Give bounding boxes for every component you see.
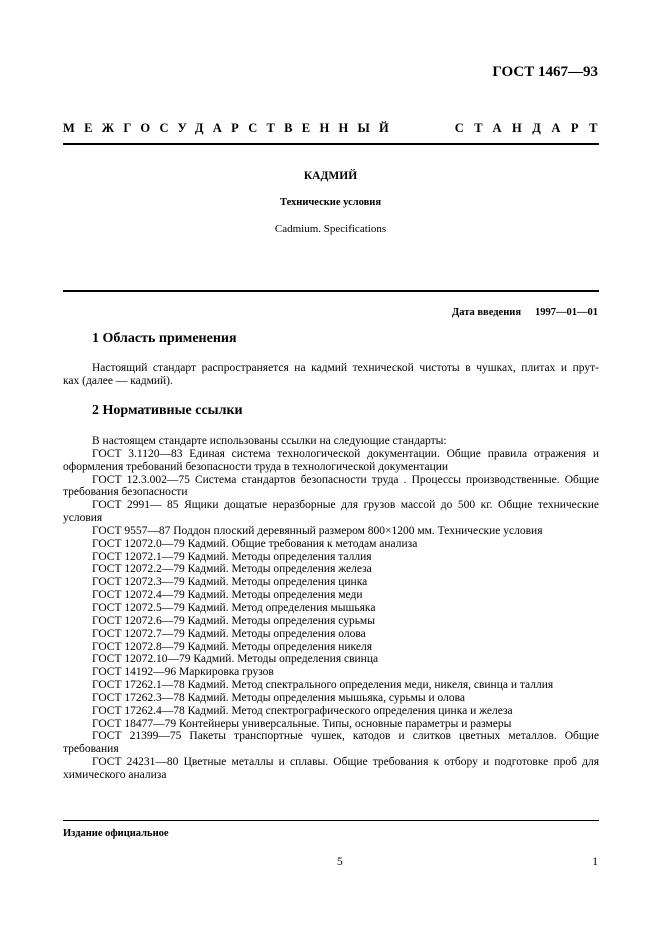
banner-word-interstate: МЕЖГОСУДАРСТВЕННЫЙ: [63, 121, 399, 135]
section-1-heading: 1 Область применения: [92, 331, 237, 346]
reference-item: ГОСТ 17262.1—78 Кадмий. Метод спектрального определения меди, никеля, свинца и таллия: [92, 679, 554, 692]
title-divider: [63, 290, 599, 292]
reference-item: ГОСТ 12072.8—79 Кадмий. Методы определения никеля: [92, 640, 372, 653]
footer-divider: [63, 820, 599, 821]
document-subtitle: Технические условия: [279, 197, 382, 208]
reference-item: ГОСТ 9557—87 Поддон плоский деревянный размером 800×1200 мм. Технические условия: [92, 524, 543, 537]
document-id: ГОСТ 1467—93: [492, 64, 598, 80]
document-title: КАДМИЙ: [303, 170, 358, 182]
reference-item: ГОСТ 18477—79 Контейнеры универсальные. Типы, основные параметры и размеры: [92, 717, 512, 730]
reference-item-continuation: условия: [63, 512, 103, 525]
section-1-text: [63, 362, 599, 388]
reference-item: ГОСТ 12072.4—79 Кадмий. Методы определения меди: [92, 589, 363, 602]
reference-item: ГОСТ 12072.3—79 Кадмий. Методы определения цинка: [92, 576, 368, 589]
reference-item-continuation: химического анализа: [63, 768, 167, 781]
english-title: Cadmium. Specifications: [274, 223, 387, 235]
reference-item: ГОСТ 3.1120—83 Единая система технологической документации. Общие правила отражения и: [92, 447, 599, 460]
reference-item: ГОСТ 17262.4—78 Кадмий. Метод спектрографического определения цинка и железа: [92, 704, 513, 717]
reference-item: ГОСТ 12072.2—79 Кадмий. Методы определения железа: [92, 563, 372, 576]
reference-item: ГОСТ 12072.10—79 Кадмий. Методы определения свинца: [92, 653, 379, 666]
page-number-center: 5: [337, 856, 343, 868]
reference-item-continuation: требования безопасности: [63, 486, 188, 499]
reference-item: ГОСТ 12072.0—79 Кадмий. Общие требования к методам анализа: [92, 537, 418, 550]
reference-item: ГОСТ 21399—75 Пакеты транспортные чушек, катодов и слитков цветных металлов. Общие: [92, 730, 599, 743]
reference-item: ГОСТ 12072.7—79 Кадмий. Методы определения олова: [92, 627, 366, 640]
top-divider: [63, 143, 599, 145]
banner-word-standard: СТАНДАРТ: [454, 121, 608, 135]
reference-item: ГОСТ 2991— 85 Ящики дощатые неразборные для грузов массой до 500 кг. Общие технические: [92, 499, 599, 512]
reference-item: ГОСТ 24231—80 Цветные металлы и сплавы. Общие требования к отбору и подготовке проб для: [92, 756, 599, 769]
reference-item: ГОСТ 12.3.002—75 Система стандартов безопасности труда . Процессы производственные. Общие: [92, 473, 599, 486]
reference-item: ГОСТ 14192—96 Маркировка грузов: [92, 666, 274, 679]
reference-item: ГОСТ 12072.6—79 Кадмий. Методы определения сурьмы: [92, 614, 375, 627]
reference-item-continuation: требования: [63, 743, 119, 756]
reference-item: ГОСТ 12072.5—79 Кадмий. Метод определения мышьяка: [92, 601, 376, 614]
intro-date-label: Дата введения: [452, 307, 521, 318]
references-lead: В настоящем стандарте использованы ссылки на следующие стандарты:: [92, 435, 447, 447]
reference-item-continuation: оформления требований безопасности труда в технологической документации: [63, 460, 449, 473]
references-list: [63, 435, 599, 782]
section-1-line-2: ках (далее — кадмий).: [63, 375, 173, 387]
intro-date: [452, 307, 598, 318]
edition-label: Издание официальное: [63, 828, 169, 839]
page-number-right: 1: [592, 856, 598, 868]
standard-banner: [63, 121, 608, 136]
section-1-line-1: Настоящий стандарт распространяется на кадмий технической чистоты в чушках, плитах и прут-: [92, 362, 599, 374]
section-2-heading: 2 Нормативные ссылки: [92, 403, 243, 418]
reference-item: ГОСТ 17262.3—78 Кадмий. Методы определения мышьяка, сурьмы и олова: [92, 691, 465, 704]
reference-item: ГОСТ 12072.1—79 Кадмий. Методы определения таллия: [92, 550, 372, 563]
intro-date-value: 1997—01—01: [535, 307, 598, 318]
